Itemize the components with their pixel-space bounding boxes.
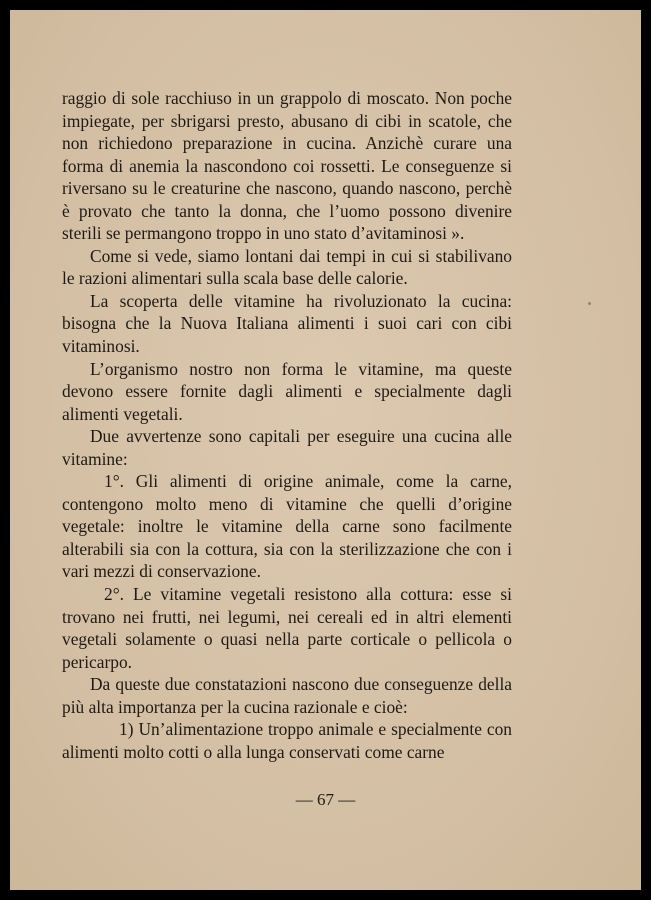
paragraph-consequence-one: 1) Un’alimentazione troppo animale e specialmente con alimenti molto cotti o alla lunga conservati come carne (62, 719, 512, 762)
body-text (62, 87, 512, 763)
paragraph-organism: L’organismo nostro non forma le vitamine, ma queste devono essere fornite dagli alimenti e specialmente dagli alimenti vegetali. (62, 358, 512, 424)
paragraph-vitamin-discovery: La scoperta delle vitamine ha rivoluzionato la cucina: bisogna che la Nuova Italiana alimenti i suoi cari con cibi vitaminosi. (62, 290, 512, 357)
book-page (10, 10, 641, 890)
paper-speck (588, 302, 591, 305)
paragraph-calorie: Come si vede, siamo lontani dai tempi in cui si stabilivano le razioni alimentari sulla scala base delle calorie. (62, 245, 512, 289)
paragraph-two-warnings: Due avvertenze sono capitali per eseguire una cucina alle vitamine: (62, 426, 512, 469)
page-number: — 67 — (295, 790, 356, 809)
paragraph-point-one: 1°. Gli alimenti di origine animale, come la carne, contengono molto meno di vitamine che quelli d’origine vegetale: inoltre le vitamine della carne sono facilmente alterabili sia con la cottura, sia con la sterilizzazione che con i vari mezzi di conservazione. (62, 471, 512, 582)
paragraph-consequences: Da queste due constatazioni nascono due conseguenze della più alta importanza per la cucina razionale e cioè: (62, 674, 512, 717)
paragraph-continuation: raggio di sole racchiuso in un grappolo di moscato. Non poche impiegate, per sbrigarsi presto, abusano di cibi in scatole, che non richiedono preparazione in cucina. Anzichè curare una forma di anemia la nascondono coi rossetti. Le conseguenze si riversano su le creaturine che nascono, quando nascono, perchè è provato che tanto la donna, che l’uomo possono divenire sterili se permangono troppo in uno stato d’avitaminosi ». (62, 88, 512, 244)
paragraph-point-two: 2°. Le vitamine vegetali resistono alla cottura: esse si trovano nei frutti, nei legumi, nei cereali ed in altri elementi vegetali solamente o quasi nella parte corticale o pellicola o pericarpo. (62, 584, 512, 672)
